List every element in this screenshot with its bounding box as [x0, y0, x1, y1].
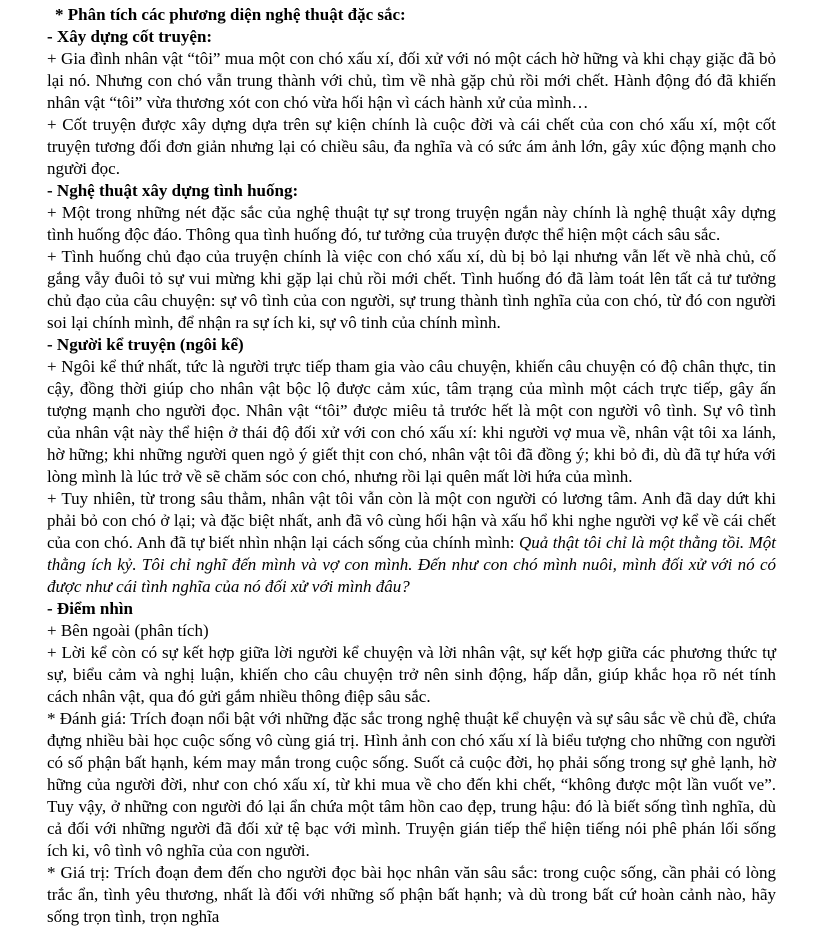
body-text: + Bên ngoài (phân tích)	[47, 621, 209, 640]
paragraph-8	[47, 334, 776, 356]
heading-text: - Người kể truyện (ngôi kể)	[47, 335, 244, 354]
paragraph-14	[47, 708, 776, 862]
body-text: + Tình huống chủ đạo của truyện chính là việc con chó xấu xí, dù bị bỏ lại nhưng vẫn lết về nhà chủ, cố gắng vẫy đuôi tỏ sự vui mừng khi gặp lại chủ rồi mới chết. Tình huống đó đã làm toát lên tất cả tư tưởng chủ đạo của câu chuyện: sự vô tình của con người, sự trung thành tình nghĩa của con chó, từ đó con người soi lại chính mình, để nhận ra sự ích ki, sự vô tinh của chính mình.	[47, 247, 776, 332]
body-text: + Ngôi kể thứ nhất, tức là người trực tiếp tham gia vào câu chuyện, khiến câu chuyện có độ chân thực, tin cậy, đồng thời giúp cho nhân vật bộc lộ được cảm xúc, tâm trạng của mình một cách trực tiếp, gây ấn tượng mạnh cho người đọc. Nhân vật “tôi” được miêu tả trước hết là một con người vô tình. Sự vô tình của nhân vật này thể hiện ở thái độ đối xử với con chó xấu xí: khi người vợ mua về, nhân vật tôi xa lánh, hờ hững; khi những người quen ngỏ ý giết thịt con chó, nhân vật tôi đã đồng ý; khi bỏ đi, dù đã tự hứa với lòng mình là lúc trở về sẽ chăm sóc con chó, nhưng rồi lại quên mất lời hứa của mình.	[47, 357, 776, 486]
paragraph-3	[47, 48, 776, 114]
paragraph-5	[47, 180, 776, 202]
heading-text: - Nghệ thuật xây dựng tình huống:	[47, 181, 299, 200]
paragraph-1	[47, 4, 776, 26]
heading-text: - Điểm nhìn	[47, 599, 133, 618]
body-text: + Một trong những nét đặc sắc của nghệ thuật tự sự trong truyện ngắn này chính là nghệ thuật xây dựng tình huống độc đáo. Thông qua tình huống đó, tư tưởng của truyện được thể hiện một cách sâu sắc.	[47, 203, 776, 244]
body-text: * Đánh giá: Trích đoạn nổi bật với những đặc sắc trong nghệ thuật kể chuyện và sự sâu sắc về chủ đề, chứa đựng nhiều bài học cuộc sống vô cùng giá trị. Hình ảnh con chó xấu xí là biểu tượng cho những con người có số phận bất hạnh, kém may mắn trong cuộc sống. Suốt cả cuộc đời, họ phải sống trong sự ghẻ lạnh, hờ hững của người đời, như con chó xấu xí, từ khi mua về cho đến khi chết, “không được một lần vuốt ve”. Tuy vậy, ở những con người đó lại ẩn chứa một tâm hồn cao đẹp, trung hậu: đó là biết sống tình nghĩa, dù cả đối với những người đã đối xử tệ bạc với mình. Truyện gián tiếp thể hiện tiếng nói phê phán lối sống ích ki, vô tình vô nghĩa của con người.	[47, 709, 776, 860]
paragraph-11	[47, 598, 776, 620]
body-text: + Tuy nhiên, từ trong sâu thẳm, nhân vật tôi vẫn còn là một con người có lương tâm. Anh đã day dứt khi phải bỏ con chó ở lại; và đặc biệt nhất, anh đã vô cùng hối hận và xấu hổ khi nghe người vợ kể về cái chết của con chó. Anh đã tự biết nhìn nhận lại cách sống của chính mình:	[47, 489, 776, 552]
paragraph-6	[47, 202, 776, 246]
body-text: + Cốt truyện được xây dựng dựa trên sự kiện chính là cuộc đời và cái chết của con chó xấu xí, một cốt truyện tương đối đơn giản nhưng lại có chiều sâu, đa nghĩa và có sức ám ảnh lớn, gây xúc động mạnh cho người đọc.	[47, 115, 776, 178]
body-text: * Giá trị: Trích đoạn đem đến cho người đọc bài học nhân văn sâu sắc: trong cuộc sống, cần phải có lòng trắc ẩn, tình yêu thương, nhất là đối với những số phận bất hạnh; và dù trong bất cứ hoàn cảnh nào, hãy sống trọn tình, trọn nghĩa	[47, 863, 776, 926]
paragraph-12	[47, 620, 776, 642]
paragraph-13	[47, 642, 776, 708]
paragraph-4	[47, 114, 776, 180]
heading-text: * Phân tích các phương diện nghệ thuật đặc sắc:	[55, 5, 406, 24]
paragraph-9	[47, 356, 776, 488]
paragraph-15	[47, 862, 776, 928]
paragraph-10	[47, 488, 776, 598]
body-text: + Lời kể còn có sự kết hợp giữa lời người kể chuyện và lời nhân vật, sự kết hợp giữa các phương thức tự sự, biểu cảm và nghị luận, khiến cho câu chuyện trở nên sinh động, hấp dẫn, giúp khắc họa rõ nét tính cách nhân vật, qua đó gửi gắm nhiều thông điệp sâu sắc.	[47, 643, 776, 706]
heading-text: - Xây dựng cốt truyện:	[47, 27, 213, 46]
body-text: + Gia đình nhân vật “tôi” mua một con chó xấu xí, đối xử với nó một cách hờ hững và khi chạy giặc đã bỏ lại nó. Nhưng con chó vẫn trung thành với chủ, tìm về nhà gặp chủ rồi mới chết. Hành động đó đã khiến nhân vật “tôi” vừa thương xót con chó vừa hối hận vì cách hành xử của mình…	[47, 49, 776, 112]
quoted-italic-text: Quả thật tôi chỉ là một thằng tồi. Một thằng ích kỷ. Tôi chỉ nghĩ đến mình và vợ con mình. Đến như con chó mình nuôi, mình đối xử với nó có được như cái tình nghĩa của nó đối xử với mình đâu?	[47, 533, 776, 596]
paragraph-2	[47, 26, 776, 48]
paragraph-7	[47, 246, 776, 334]
